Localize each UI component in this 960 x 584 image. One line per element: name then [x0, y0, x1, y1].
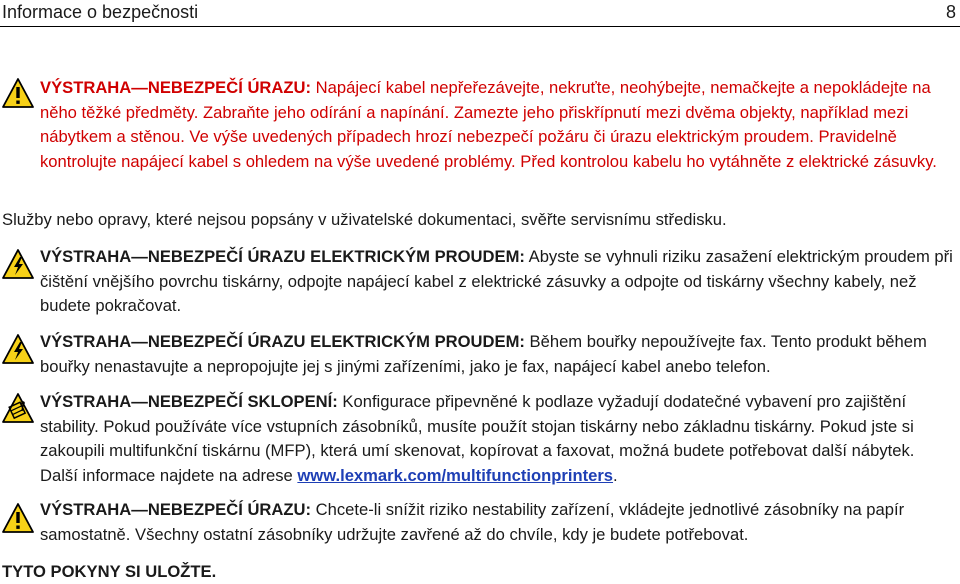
- electric-shock-icon: [2, 248, 34, 280]
- warning-tip-over: [40, 390, 956, 488]
- warning-text: Napájecí kabel nepřeřezávejte, nekruťte, neohýbejte, nemačkejte a nepokládejte na něho těžké předměty. Zabraňte jeho odírání a napínání. Zamezte jeho přiskřípnutí mezi dvěma objekty, například mezi nábytkem a stěnou. Ve výše uvedených případech hrozí nebezpečí požáru či úrazu elektrickým proudem. Pravidelně kontrolujte napájecí kabel s ohledem na výše uvedené problémy. Před kontrolou kabelu ho vytáhněte z elektrické zásuvky.: [40, 78, 937, 171]
- warning-electric-cleaning: [40, 245, 956, 319]
- warning-tray-stability: [40, 498, 956, 547]
- save-instructions-footer: TYTO POKYNY SI ULOŽTE.: [2, 562, 217, 581]
- page-header: [0, 0, 960, 27]
- warning-label: VÝSTRAHA—NEBEZPEČÍ ÚRAZU:: [40, 78, 312, 97]
- caution-triangle-icon: [2, 502, 34, 534]
- caution-triangle-icon: [2, 77, 34, 109]
- tip-over-icon: [2, 392, 34, 424]
- warning-text: Konfigurace připevněné k podlaze vyžadují dodatečné vybavení pro zajištění stability. Pokud používáte více vstupních zásobníků, musíte použít stojan tiskárny nebo základnu tiskárny. Pokud jste si zakoupili multifunkční tiskárnu (MFP), která umí skenovat, kopírovat a faxovat, možná budete potřebovat další nábytek. Další informace najdete na adrese: [40, 392, 915, 485]
- service-note: Služby nebo opravy, které nejsou popsány v uživatelské dokumentaci, svěřte servisnímu středisku.: [2, 210, 727, 229]
- warning-text: Během bouřky nepoužívejte fax. Tento produkt během bouřky nenastavujte a nepropojujte jej s jinými zařízeními, jako je fax, napájecí kabel anebo telefon.: [40, 332, 927, 376]
- electric-shock-icon: [2, 333, 34, 365]
- warning-crush-hazard: [40, 76, 956, 174]
- warning-label: VÝSTRAHA—NEBEZPEČÍ ÚRAZU:: [40, 500, 312, 519]
- warning-text: Abyste se vyhnuli riziku zasažení elektrickým proudem při čištění vnějšího povrchu tiskárny, odpojte napájecí kabel z elektrické zásuvky a odpojte od tiskárny všechny kabely, než budete pokračovat.: [40, 247, 953, 316]
- warning-label: VÝSTRAHA—NEBEZPEČÍ ÚRAZU ELEKTRICKÝM PROUDEM:: [40, 247, 525, 266]
- warning-electric-storm: [40, 330, 956, 379]
- warning-text-tail: .: [613, 465, 618, 485]
- warning-label: VÝSTRAHA—NEBEZPEČÍ ÚRAZU ELEKTRICKÝM PROUDEM:: [40, 332, 525, 351]
- lexmark-mfp-link[interactable]: www.lexmark.com/multifunctionprinters: [297, 465, 614, 485]
- header-title: Informace o bezpečnosti: [2, 2, 199, 22]
- warning-label: VÝSTRAHA—NEBEZPEČÍ SKLOPENÍ:: [40, 392, 338, 411]
- page-number: 8: [945, 2, 956, 22]
- warning-text: Chcete-li snížit riziko nestability zařízení, vkládejte jednotlivé zásobníky na papír samostatně. Všechny ostatní zásobníky udržujte zavřené až do chvíle, kdy je budete potřebovat.: [40, 500, 905, 544]
